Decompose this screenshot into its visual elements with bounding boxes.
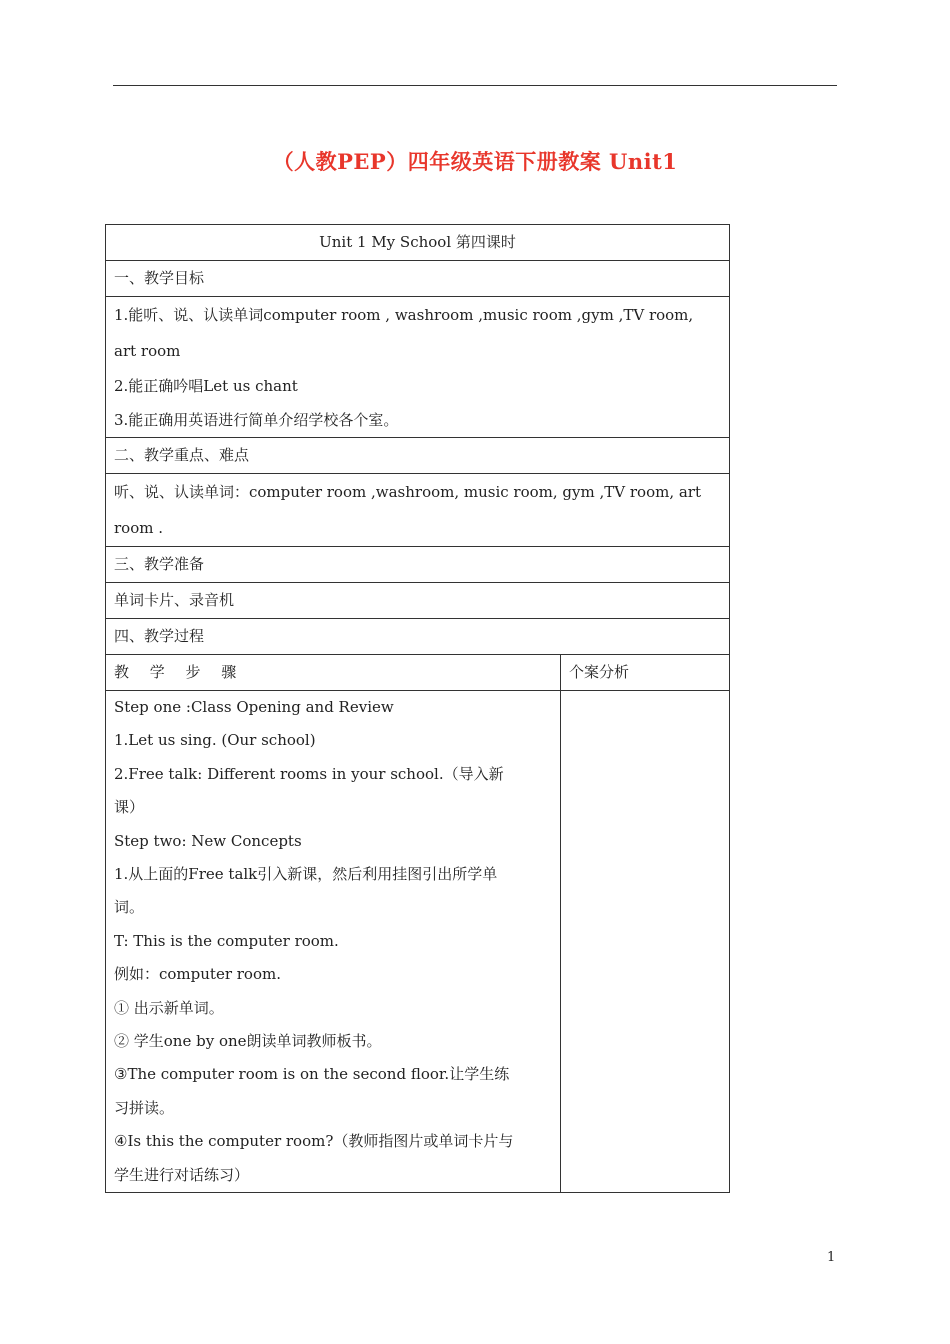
section-objectives-content-row: [106, 297, 730, 438]
page-number: 1: [827, 1250, 836, 1265]
header-rule: [113, 85, 837, 86]
step-line: 例如：computer room.: [114, 965, 281, 984]
step-line: T: This is the computer room.: [114, 931, 339, 950]
section-heading-preparation: 三、教学准备: [106, 547, 730, 583]
section-heading-keypoints: 二、教学重点、难点: [106, 438, 730, 474]
step-line: ④Is this the computer room?（教师指图片或单词卡片与: [114, 1132, 514, 1151]
step-line: 词。: [114, 898, 145, 917]
step-line: 习拼读。: [114, 1098, 175, 1117]
table-header-row: [106, 225, 730, 261]
steps-content: [106, 691, 561, 1193]
objectives-content: [106, 297, 730, 438]
step-line: Step two: New Concepts: [114, 831, 302, 850]
objective-line: 2.能正确吟唱Let us chant: [114, 377, 298, 395]
steps-header-text: 教 学 步 骤: [114, 663, 245, 681]
section-process-heading-row: [106, 619, 730, 655]
section-heading-objectives: 一、教学目标: [106, 261, 730, 297]
keypoint-line: 听、说、认读单词：computer room ,washroom, music room, gym ,TV room, art: [114, 483, 702, 501]
section-objectives-heading-row: [106, 261, 730, 297]
objective-line: art room: [114, 342, 181, 360]
analysis-content: [561, 691, 730, 1193]
step-line: Step one :Class Opening and Review: [114, 698, 394, 716]
document-title: （人教PEP）四年级英语下册教案 Unit1: [272, 149, 678, 174]
section-keypoints-heading-row: [106, 438, 730, 474]
section-preparation-heading-row: [106, 547, 730, 583]
step-line: ① 出示新单词。: [114, 998, 224, 1017]
step-line: 2.Free talk: Different rooms in your school.（导入新: [114, 764, 504, 783]
objective-line: 3.能正确用英语进行简单介绍学校各个室。: [114, 411, 399, 429]
column-header-analysis: 个案分析: [561, 655, 730, 691]
step-line: ② 学生one by one朗读单词教师板书。: [114, 1032, 382, 1051]
step-line: 学生进行对话练习）: [114, 1165, 250, 1184]
lesson-title: Unit 1 My School 第四课时: [106, 225, 730, 261]
step-line: 1.Let us sing. (Our school): [114, 731, 316, 750]
step-line: ③The computer room is on the second floor.让学生练: [114, 1065, 510, 1084]
step-line: 课）: [114, 798, 145, 817]
process-content-row: [106, 691, 730, 1193]
column-header-steps: [106, 655, 561, 691]
process-columns-row: [106, 655, 730, 691]
section-heading-process: 四、教学过程: [106, 619, 730, 655]
keypoints-content: [106, 474, 730, 547]
lesson-plan-table: [105, 224, 730, 1193]
section-preparation-content-row: [106, 583, 730, 619]
step-line: 1.从上面的Free talk引入新课，然后利用挂图引出所学单: [114, 865, 498, 884]
section-keypoints-content-row: [106, 474, 730, 547]
keypoint-line: room .: [114, 519, 163, 537]
objective-line: 1.能听、说、认读单词computer room , washroom ,music room ,gym ,TV room,: [114, 306, 694, 324]
preparation-content: 单词卡片、录音机: [106, 583, 730, 619]
